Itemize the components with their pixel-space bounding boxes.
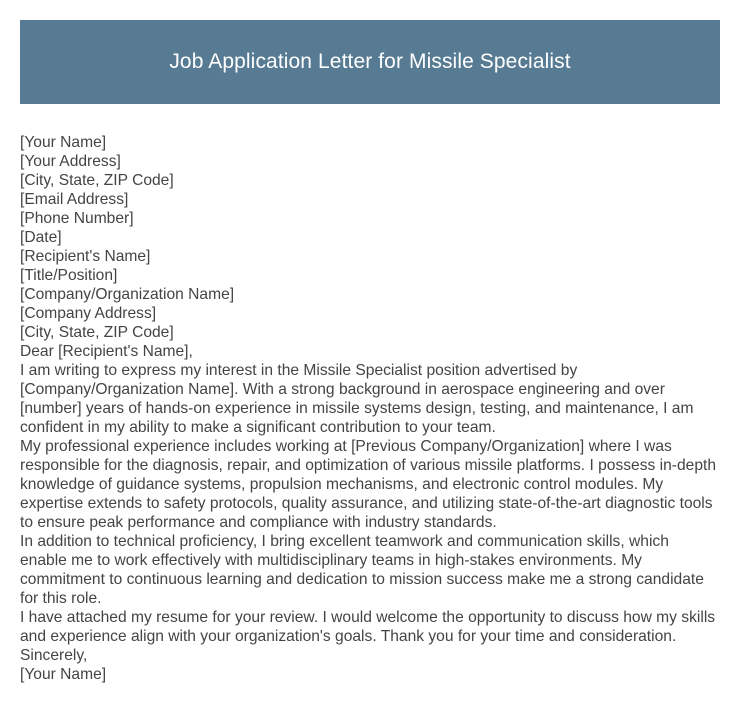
page-title: Job Application Letter for Missile Specialist xyxy=(169,50,571,73)
page-header xyxy=(20,20,720,104)
sender-address: [Your Address] xyxy=(20,153,121,170)
sender-city-state-zip: [City, State, ZIP Code] xyxy=(20,172,174,189)
salutation: Dear [Recipient's Name], xyxy=(20,343,193,360)
closing: Sincerely, xyxy=(20,647,88,664)
recipient-city-state-zip: [City, State, ZIP Code] xyxy=(20,324,174,341)
paragraph-closing: I have attached my resume for your review. I would welcome the opportunity to discuss how my skills and experience align with your organization's goals. Thank you for your time and consideration. xyxy=(20,609,716,645)
sender-email: [Email Address] xyxy=(20,191,129,208)
letter-body xyxy=(20,133,720,684)
recipient-name: [Recipient's Name] xyxy=(20,248,151,265)
paragraph-intro: I am writing to express my interest in the Missile Specialist position advertised by [Company/Organization Name]. With a strong background in aerospace engineering and over [number] years of hands-on experience in missile systems design, testing, and maintenance, I am confident in my ability to make a significant contribution to your team. xyxy=(20,362,694,436)
signature: [Your Name] xyxy=(20,666,107,683)
paragraph-skills: In addition to technical proficiency, I bring excellent teamwork and communication skills, which enable me to work effectively with multidisciplinary teams in high-stakes environments. My commitment to continuous learning and dedication to mission success make me a strong candidate for this role. xyxy=(20,533,704,607)
recipient-company: [Company/Organization Name] xyxy=(20,286,235,303)
paragraph-experience: My professional experience includes working at [Previous Company/Organization] where I was responsible for the diagnosis, repair, and optimization of various missile platforms. I possess in-depth knowledge of guidance systems, propulsion mechanisms, and electronic control modules. My expertise extends to safety protocols, quality assurance, and utilizing state-of-the-art diagnostic tools to ensure peak performance and compliance with industry standards. xyxy=(20,438,717,531)
sender-phone: [Phone Number] xyxy=(20,210,134,227)
recipient-title: [Title/Position] xyxy=(20,267,118,284)
recipient-address: [Company Address] xyxy=(20,305,157,322)
sender-name: [Your Name] xyxy=(20,134,107,151)
letter-date: [Date] xyxy=(20,229,62,246)
